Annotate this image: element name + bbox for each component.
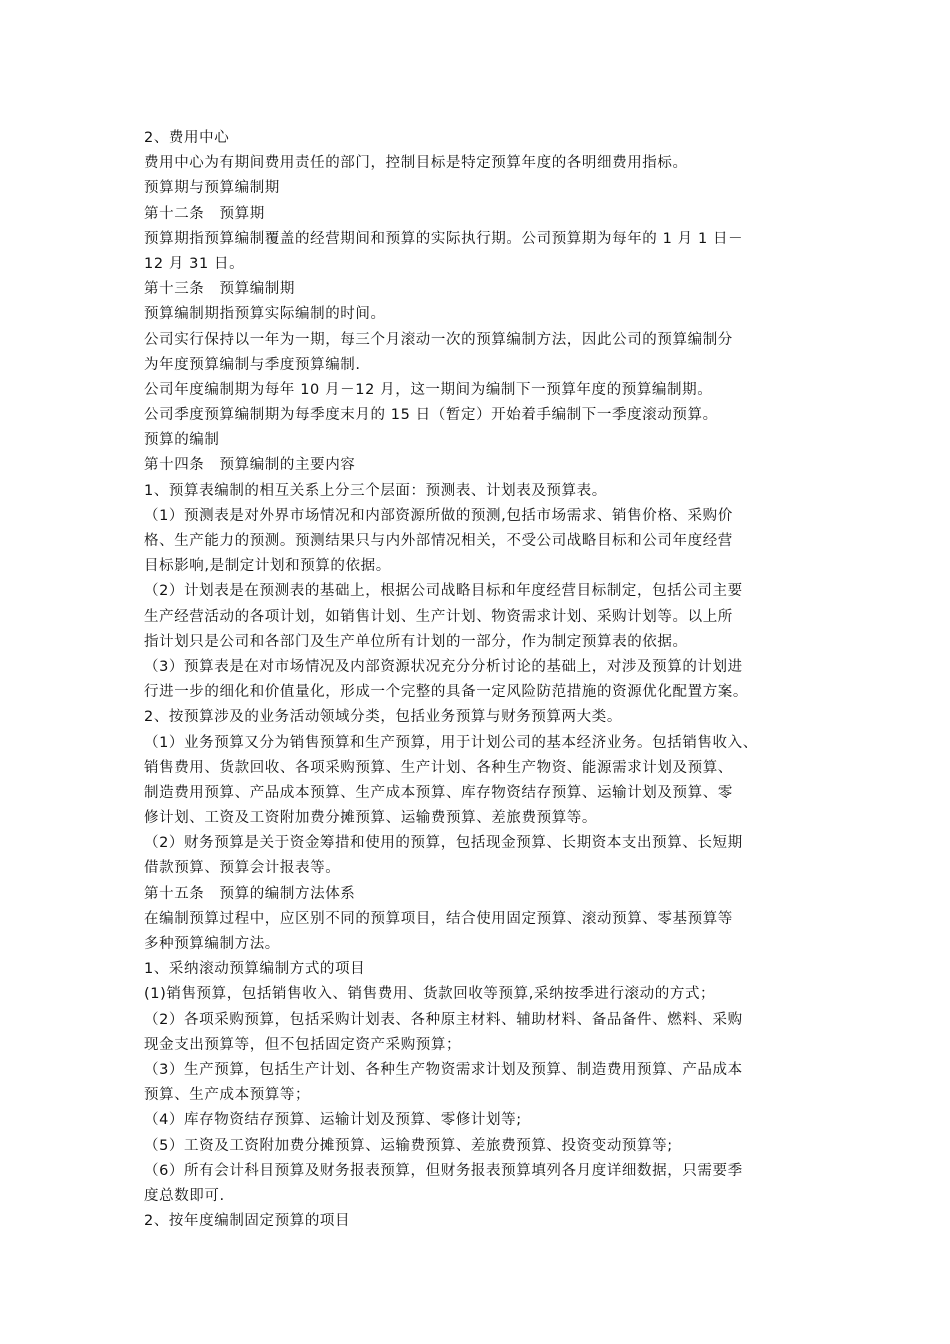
paragraph-line: （4）库存物资结存预算、运输计划及预算、零修计划等; <box>144 1112 522 1129</box>
paragraph-line: 指计划只是公司和各部门及生产单位所有计划的一部分，作为制定预算表的依据。 <box>144 633 688 650</box>
paragraph-line: 生产经营活动的各项计划，如销售计划、生产计划、物资需求计划、采购计划等。以上所 <box>144 608 733 625</box>
paragraph-line: 度总数即可. <box>144 1187 225 1204</box>
paragraph-line: 预算期指预算编制覆盖的经营期间和预算的实际执行期。公司预算期为每年的 1 月 1 日－ <box>144 230 744 247</box>
article-13-heading: 第十三条 预算编制期 <box>144 281 295 298</box>
paragraph-line: （2）各项采购预算，包括采购计划表、各种原主材料、辅助材料、备品备件、燃料、采购 <box>144 1011 743 1028</box>
paragraph-line: 费用中心为有期间费用责任的部门，控制目标是特定预算年度的各明细费用指标。 <box>144 155 688 172</box>
paragraph-line: 公司年度编制期为每年 10 月－12 月，这一期间为编制下一预算年度的预算编制期。 <box>144 381 713 398</box>
paragraph-line: （5）工资及工资附加费分摊预算、运输费预算、差旅费预算、投资变动预算等; <box>144 1137 673 1154</box>
paragraph-line: 预算、生产成本预算等； <box>144 1087 311 1104</box>
paragraph-line: 12 月 31 日。 <box>144 255 245 272</box>
document-body <box>144 126 824 1234</box>
section-heading: 预算的编制 <box>144 432 220 449</box>
paragraph-line: 制造费用预算、产品成本预算、生产成本预算、库存物资结存预算、运输计划及预算、零 <box>144 784 733 801</box>
paragraph-line: 目标影响,是制定计划和预算的依据。 <box>144 558 391 575</box>
section-heading: 预算期与预算编制期 <box>144 180 280 197</box>
list-item-heading: 1、采纳滚动预算编制方式的项目 <box>144 961 366 978</box>
paragraph-line: （1）预测表是对外界市场情况和内部资源所做的预测,包括市场需求、销售价格、采购价 <box>144 507 733 524</box>
paragraph-line: 格、生产能力的预测。预测结果只与内外部情况相关，不受公司战略目标和公司年度经营 <box>144 533 733 549</box>
paragraph-line: 行进一步的细化和价值量化，形成一个完整的具备一定风险防范措施的资源优化配置方案。 <box>144 684 748 701</box>
article-12-heading: 第十二条 预算期 <box>144 205 265 222</box>
paragraph-line: 预算编制期指预算实际编制的时间。 <box>144 306 386 323</box>
paragraph-line: （3）生产预算，包括生产计划、各种生产物资需求计划及预算、制造费用预算、产品成本 <box>144 1061 743 1078</box>
paragraph-line: 修计划、工资及工资附加费分摊预算、运输费预算、差旅费预算等。 <box>144 810 597 827</box>
list-item-heading: 1、预算表编制的相互关系上分三个层面：预测表、计划表及预算表。 <box>144 482 607 499</box>
paragraph-line: （3）预算表是在对市场情况及内部资源状况充分分析讨论的基础上，对涉及预算的计划进 <box>144 658 743 675</box>
paragraph-line: （1）业务预算又分为销售预算和生产预算，用于计划公司的基本经济业务。包括销售收入、 <box>144 734 758 751</box>
paragraph-line: （2）计划表是在预测表的基础上，根据公司战略目标和年度经营目标制定，包括公司主要 <box>144 583 743 600</box>
heading-cost-center: 2、费用中心 <box>144 130 230 146</box>
paragraph-line: 多种预算编制方法。 <box>144 936 280 952</box>
paragraph-line: 现金支出预算等，但不包括固定资产采购预算； <box>144 1036 462 1053</box>
paragraph-line: (1)销售预算，包括销售收入、销售费用、货款回收等预算,采纳按季进行滚动的方式； <box>144 986 716 1003</box>
paragraph-line: （6）所有会计科目预算及财务报表预算，但财务报表预算填列各月度详细数据，只需要季 <box>144 1162 743 1179</box>
paragraph-line: 公司季度预算编制期为每季度末月的 15 日（暂定）开始着手编制下一季度滚动预算。 <box>144 407 718 424</box>
paragraph-line: 借款预算、预算会计报表等。 <box>144 860 341 877</box>
article-14-heading: 第十四条 预算编制的主要内容 <box>144 457 356 474</box>
paragraph-line: 为年度预算编制与季度预算编制. <box>144 356 361 373</box>
paragraph-line: 公司实行保持以一年为一期，每三个月滚动一次的预算编制方法，因此公司的预算编制分 <box>144 331 733 348</box>
paragraph-line: 销售费用、货款回收、各项采购预算、生产计划、各种生产物资、能源需求计划及预算、 <box>144 759 733 776</box>
list-item-heading: 2、按年度编制固定预算的项目 <box>144 1213 351 1230</box>
paragraph-line: （2）财务预算是关于资金筹措和使用的预算，包括现金预算、长期资本支出预算、长短期 <box>144 835 743 852</box>
article-15-heading: 第十五条 预算的编制方法体系 <box>144 885 356 902</box>
list-item-heading: 2、按预算涉及的业务活动领域分类，包括业务预算与财务预算两大类。 <box>144 709 622 726</box>
paragraph-line: 在编制预算过程中，应区别不同的预算项目，结合使用固定预算、滚动预算、零基预算等 <box>144 910 733 927</box>
